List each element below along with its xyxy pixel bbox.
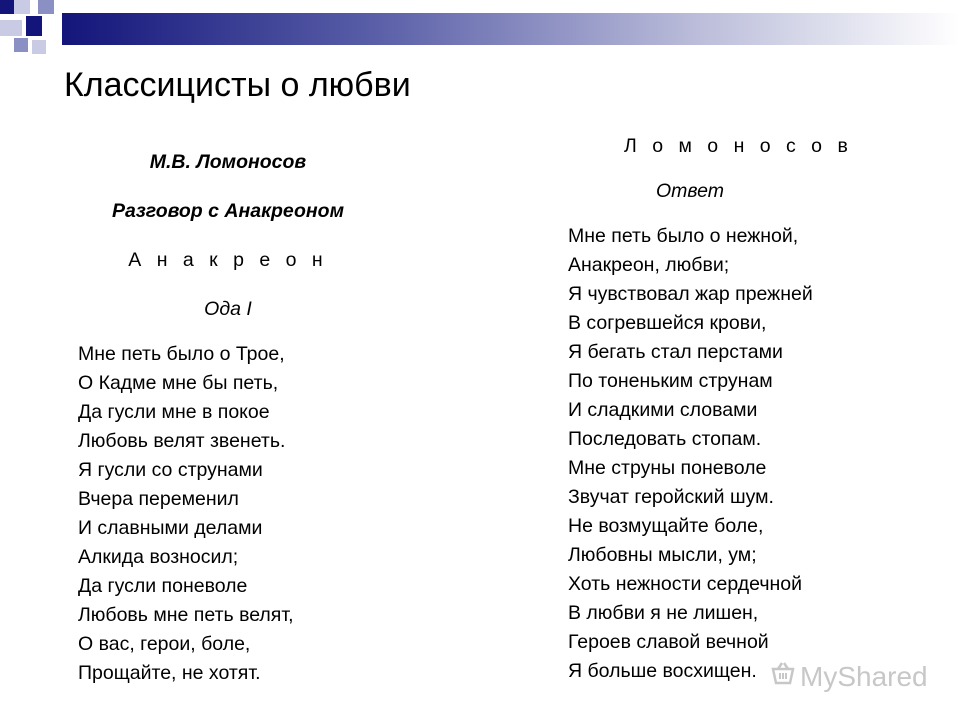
poem-line: И славными делами — [78, 517, 263, 539]
shopping-basket-icon — [770, 660, 796, 693]
poem-line: Героев славой вечной — [568, 631, 769, 653]
header-gradient-bar — [62, 13, 960, 45]
left-poem-lines — [78, 340, 378, 688]
section-answer: Ответ — [656, 180, 725, 202]
poem-line: О Кадме мне бы петь, — [78, 372, 279, 394]
deco-square-mid-2 — [14, 38, 28, 52]
poem-line: Мне струны поневоле — [568, 457, 767, 479]
deco-square-dark-2 — [26, 16, 42, 36]
poem-line: Вчера переменил — [78, 488, 239, 510]
poem-line: Я гусли со струнами — [78, 459, 263, 481]
poem-line: Я чувствовал жар прежней — [568, 283, 813, 305]
poem-line: В любви я не лишен, — [568, 602, 759, 624]
deco-square-light — [14, 0, 30, 14]
deco-square-light-3 — [32, 40, 46, 54]
poem-work-title: Разговор с Анакреоном — [111, 200, 345, 222]
poem-line: Да гусли поневоле — [78, 575, 248, 597]
poem-line: В согревшейся крови, — [568, 312, 767, 334]
watermark-text: MyShared — [800, 660, 928, 692]
poem-author: М.В. Ломоносов — [149, 151, 307, 173]
poem-line: Анакреон, любви; — [568, 254, 730, 276]
speaker-anacreon: А н а к р е о н — [128, 249, 328, 271]
deco-square-mid — [38, 0, 54, 14]
section-ode: Ода I — [204, 298, 252, 320]
slide-title: Классицисты о любви — [64, 66, 411, 104]
right-poem — [568, 132, 898, 686]
header-decoration — [0, 0, 960, 60]
right-poem-lines — [568, 222, 898, 686]
poem-line: Прощайте, не хотят. — [78, 662, 261, 684]
poem-line: Да гусли мне в покое — [78, 401, 270, 423]
poem-line: Я бегать стал перстами — [568, 341, 783, 363]
poem-line: Алкида возносил; — [78, 546, 239, 568]
poem-line: Любовь мне петь велят, — [78, 604, 294, 626]
poem-line: И сладкими словами — [568, 399, 758, 421]
poem-line: Мне петь было о Трое, — [78, 343, 285, 365]
left-poem — [78, 148, 378, 688]
deco-square-dark — [0, 0, 14, 14]
poem-line: Любовны мысли, ум; — [568, 544, 757, 566]
deco-square-light-2 — [0, 20, 22, 36]
poem-line: Я больше восхищен. — [568, 660, 757, 682]
poem-line: Звучат геройский шум. — [568, 486, 774, 508]
poem-line: По тоненьким струнам — [568, 370, 773, 392]
poem-line: Последовать стопам. — [568, 428, 762, 450]
poem-line: Мне петь было о нежной, — [568, 225, 799, 247]
poem-line: Хоть нежности сердечной — [568, 573, 802, 595]
poem-line: Любовь велят звенеть. — [78, 430, 286, 452]
poem-line: Не возмущайте боле, — [568, 515, 764, 537]
watermark — [770, 660, 928, 693]
poem-line: О вас, герои, боле, — [78, 633, 251, 655]
speaker-lomonosov: Л о м о н о с о в — [624, 135, 853, 157]
